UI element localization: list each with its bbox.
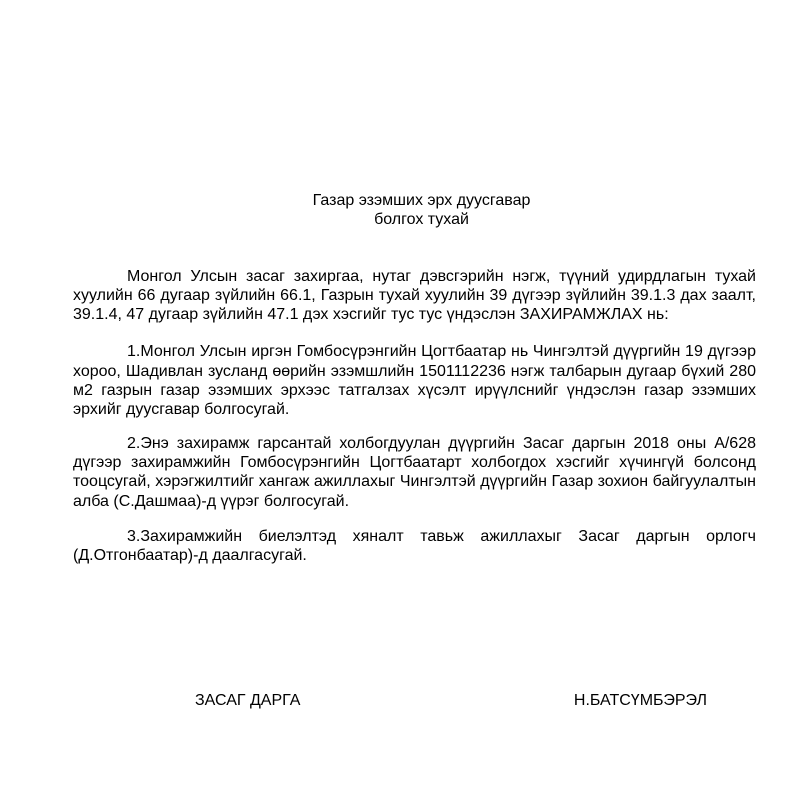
signature-name: Н.БАТСҮМБЭРЭЛ bbox=[573, 692, 707, 710]
document-title-line2: болгох тухай bbox=[374, 211, 469, 229]
paragraph-item-1: 1.Монгол Улсын иргэн Гомбосүрэнгийн Цогтбаатар нь Чингэлтэй дүүргийн 19 дүгээр хороо, Шадивлан зусланд өөрийн эзэмшлийн 1501112236 нэгж талбарын дугаар бүхий 280 м2 газрын газар эзэмших эрхээс татгалзах хүсэлт ирүүлснийг үндэслэн газар эзэмших эрхийг дуусгавар болгосугай. bbox=[73, 343, 756, 419]
paragraph-item-2: 2.Энэ захирамж гарсантай холбогдуулан дүүргийн Засаг даргын 2018 оны А/628 дүгээр захирамжийн Гомбосүрэнгийн Цогтбаатарт холбогдох хэсгийг хүчингүй болсонд тооцсугай, хэрэгжилтийг хангаж ажиллахыг Чингэлтэй дүүргийн Газар зохион байгуулалтын алба (С.Дашмаа)-д үүрэг болгосугай. bbox=[73, 434, 756, 510]
signature-role: ЗАСАГ ДАРГА bbox=[195, 692, 301, 710]
signature-block bbox=[73, 691, 756, 710]
paragraph-item-3: 3.Захирамжийн биелэлтэд хяналт тавьж ажиллахыг Засаг даргын орлогч (Д.Отгонбаатар)-д даалгасугай. bbox=[73, 527, 756, 565]
document-title bbox=[73, 191, 756, 230]
document-title-line1: Газар эзэмших эрх дуусгавар bbox=[312, 192, 531, 209]
document-body bbox=[73, 0, 756, 711]
paragraph-preamble: Монгол Улсын засаг захиргаа, нутаг дэвсгэрийн нэгж, түүний удирдлагын тухай хуулийн 66 дугаар зүйлийн 66.1, Газрын тухай хуулийн 39 дүгээр зүйлийн 39.1.3 дах заалт, 39.1.4, 47 дугаар зүйлийн 47.1 дэх хэсгийг тус тус үндэслэн ЗАХИРАМЖЛАХ нь: bbox=[73, 267, 756, 324]
